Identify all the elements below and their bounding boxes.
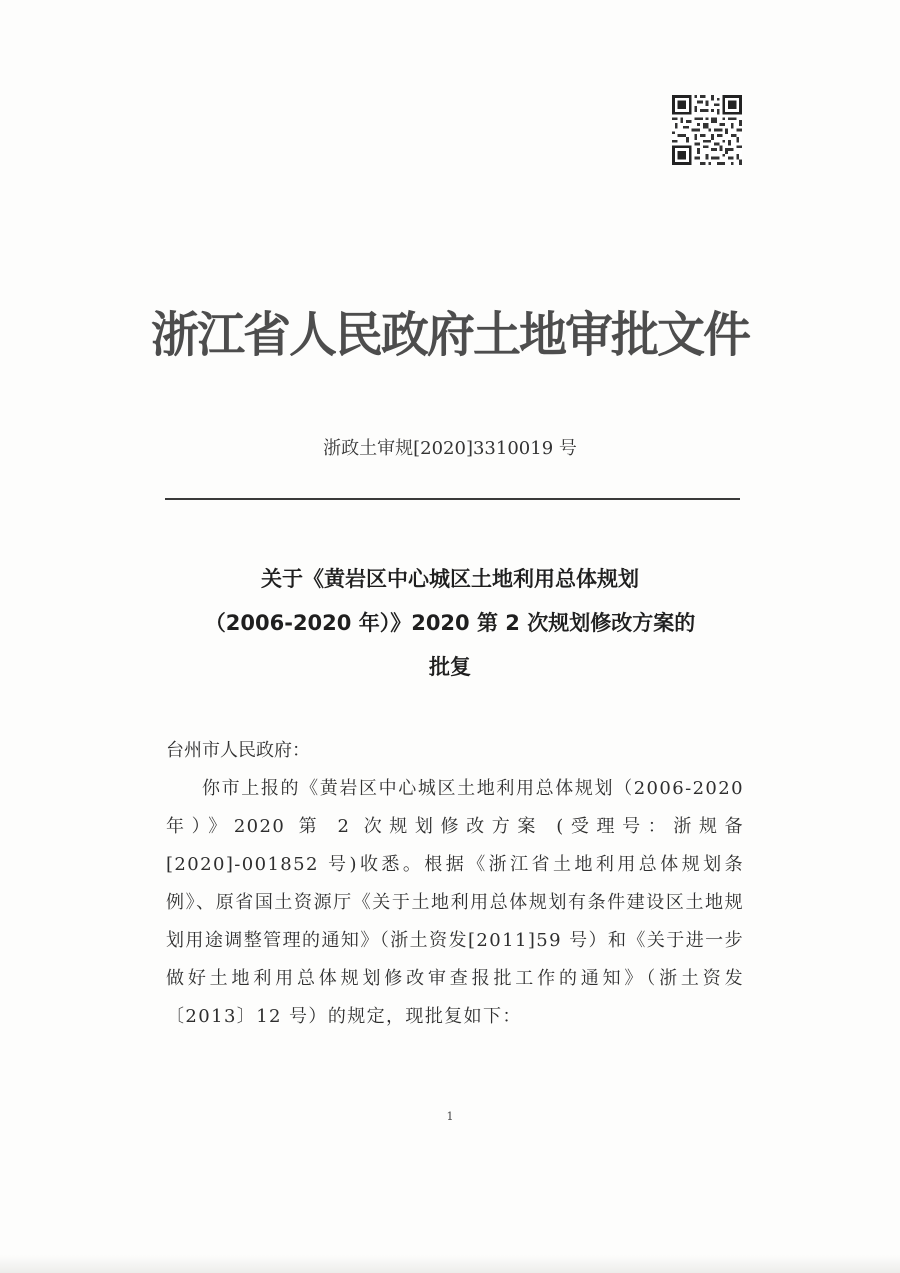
scan-edge bbox=[0, 1255, 900, 1273]
document-body bbox=[166, 732, 744, 1036]
subject-line: 批复 bbox=[429, 655, 471, 679]
salutation: 台州市人民政府： bbox=[166, 740, 310, 761]
document-number: 浙政土审规[2020]3310019 号 bbox=[323, 438, 577, 459]
subject-line: （2006-2020 年）》2020 第 2 次规划修改方案的 bbox=[204, 611, 696, 635]
body-paragraph: 你市上报的《黄岩区中心城区土地利用总体规划（2006-2020 年）》2020 第 2 次规划修改方案 (受理号：浙规备[2020]-001852 号)收悉。根据《浙江省土地利用总体规划条例》、原省国土资源厅《关于土地利用总体规划有条件建设区土地规划用途调整管理的通知》（浙土资发[2011]59 号）和《关于进一步做好土地利用总体规划修改审查报批工作的通知》（浙土资发〔2013〕12 号）的规定，现批复如下： bbox=[166, 778, 744, 1027]
header-divider bbox=[165, 498, 740, 500]
qr-code-icon bbox=[672, 95, 742, 165]
document-subject bbox=[150, 557, 750, 689]
subject-line: 关于《黄岩区中心城区土地利用总体规划 bbox=[261, 567, 639, 591]
document-title: 浙江省人民政府土地审批文件 bbox=[150, 307, 749, 363]
page-number: 1 bbox=[446, 1110, 454, 1123]
